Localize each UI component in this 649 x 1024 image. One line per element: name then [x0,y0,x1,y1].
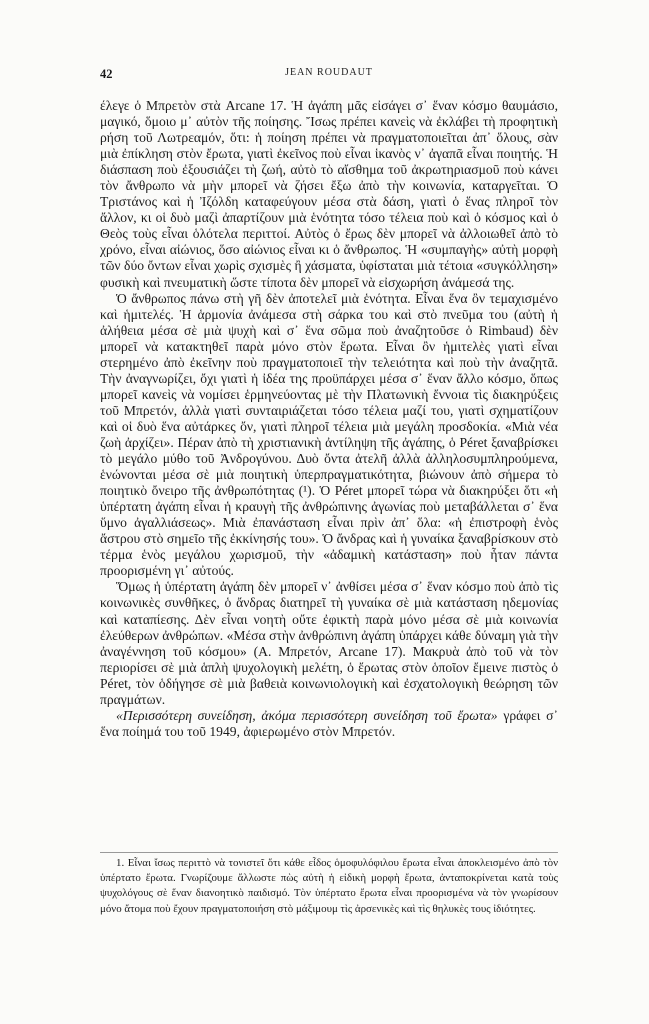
paragraph-4 [100,708,558,740]
running-head: JEAN ROUDAUT [285,67,373,78]
footnote-rule [100,852,558,853]
paragraph-1: έλεγε ὁ Μπρετὸν στὰ Arcane 17. Ἡ ἀγάπη μᾶς εἰσάγει σ᾽ ἕναν κόσμο θαυμάσιο, μαγικό, ὅμοιο μ᾽ αὐτὸν τῆς ποίησης. Ἴσως πρέπει κανεὶς νὰ ἐκλάβει τὴ προφητικὴ ρήση τοῦ Λωτρεαμόν, ὅτι: ἡ ποίηση πρέπει νὰ πραγματοποιεῖται ἀπ᾽ ὅλους, σὰν μιὰ ἐπίκληση στὸν ἔρωτα, γιατὶ ἐκεῖνος ποὺ εἶναι ἱκανὸς ν᾽ ἀγαπᾶ εἶναι ποιητής. Ἡ διάσπαση ποὺ ἐξουσιάζει τὴ ζωή, αὐτὸ τὸ αἴσθημα τοῦ ἀκρωτηριασμοῦ ποὺ κάνει τὸν ἄνθρωπο νὰ μὴν μπορεῖ νὰ ζήσει ἔξω ἀπὸ τὴν κοινωνία, καταργεῖται. Ὁ Τριστάνος καὶ ἡ Ἰζόλδη καταφεύγουν μέσα στὰ δάση, γιατὶ ὁ ἕνας πληροῖ τὸν ἄλλον, κι οἱ δυὸ μαζὶ ἀπαρτίζουν μιὰ ἑνότητα τόσο τέλεια ποὺ καὶ ὁ κόσμος καὶ ὁ Θεὸς τοὺς εἶναι ὁλότελα περιττοί. Αὐτὸς ὁ ἔρως δὲν μπορεῖ νὰ ἀλλοιωθεῖ ἀπὸ τὸ χρόνο, εἶναι αἰώνιος, ὅσο αἰώνιος εἶναι κι ὁ ἄνθρωπος. Ἡ «συμπαγὴς» αὐτὴ μορφὴ τῶν δύο ὄντων εἶναι χωρὶς σχισμὲς ἢ χάσματα, ὑφίσταται μιὰ τέτοια «συγκόλληση» φυσικὴ καὶ πνευματικὴ ὥστε τίποτα δὲν μπορεῖ νὰ εἰσχωρήση ἀνάμεσά της. [100,98,558,290]
paragraph-2: Ὁ ἄνθρωπος πάνω στὴ γῆ δὲν ἀποτελεῖ μιὰ ἑνότητα. Εἶναι ἕνα ὂν τεμαχισμένο καὶ ἡμιτελές. Ἡ ἁρμονία ἀνάμεσα στὴ σάρκα του καὶ στὸ πνεῦμα του (αὐτὴ ἡ ἀλήθεια μέσα σὲ μιὰ ψυχὴ καὶ σ᾽ ἕνα σῶμα ποὺ ἀναζητοῦσε ὁ Rimbaud) δὲν μπορεῖ νὰ κατακτηθεῖ παρὰ μόνο στὸν ἔρωτα. Εἶναι ὂν ἡμιτελὲς γιατὶ εἶναι στερημένο ἀπὸ ἐκεῖνην ποὺ πραγματοποιεῖ τὴν τελειότητα καὶ ποὺ τὴν ἀναζητᾶ. Τὴν ἀναγνωρίζει, ὄχι γιατὶ ἡ ἰδέα της προϋπάρχει μέσα σ᾽ ἕναν ἄλλο κόσμο, ὅπως μπορεῖ κανεὶς νὰ νομίσει ἑρμηνεύοντας μὲ τὴν Πλατωνικὴ ἔννοια τὶς διακηρύξεις τοῦ Μπρετόν, ἀλλὰ γιατὶ συνταιριάζεται τόσο τέλεια μαζί του, γιατὶ σχηματίζουν καὶ οἱ δυὸ ἕνα αὐτάρκες ὄν, γιατὶ πληροῖ τέλεια μιὰ μεγάλη προσδοκία. «Μιὰ νέα ζωὴ ἀρχίζει». Πέραν ἀπὸ τὴ χριστιανικὴ ἀντίληψη τῆς ἀγάπης, ὁ Péret ξαναβρίσκει τὸ μεγάλο μύθο τοῦ Ἀνδρογύνου. Δυὸ ὄντα ἀτελῆ ἀλλὰ ἀλληλοσυμπληρούμενα, ἑνώνονται μέσα σὲ μιὰ ποιητικὴ ὑπερπραγματικότητα, βιώνουν ἀπὸ σήμερα τὸ ποιητικὸ ὄνειρο τῆς ἀνθρωπότητας (¹). Ὁ Péret μπορεῖ τώρα νὰ διακηρύξει ὅτι «ἡ ὑπέρτατη ἀγάπη εἶναι ἡ κραυγὴ τῆς ἀνθρώπινης ἀγωνίας ποὺ μεταβάλλεται σ᾽ ἕνα ὕμνο ἀγαλλιάσεως». Μιὰ ἐπανάσταση εἶναι πρὶν ἀπ᾽ ὅλα: «ἡ ἐπιστροφὴ ἑνὸς ἄστρου στὸ σημεῖο τῆς ἐκκίνησής του». Ὁ ἄνδρας καὶ ἡ γυναίκα ξαναβρίσκουν στὸ τέρμα ἑνὸς μεγάλου χωρισμοῦ, τὴν «ἀδαμικὴ κατάσταση» ποὺ ἦταν πάντα προορισμένη γι᾽ αὐτούς. [100,290,558,579]
closing-rest: γράφει σ᾽ ἕνα ποίημά του τοῦ 1949, ἀφιερωμένο στὸν Μπρετόν. [100,707,558,739]
page-number: 42 [100,67,113,81]
body-text [100,98,558,740]
page-header [100,67,558,87]
closing-quote: «Περισσότερη συνείδηση, ἀκόμα περισσότερη συνείδηση τοῦ ἔρωτα» [116,707,498,723]
footnote: 1. Εἶναι ἴσως περιττὸ νὰ τονιστεῖ ὅτι κάθε εἶδος ὁμοφυλόφιλου ἔρωτα εἶναι ἀποκλεισμένο ἀπὸ τὸν ὑπέρτατο ἔρωτα. Γνωρίζουμε ἄλλωστε πὼς αὐτὴ ἡ εἰδικὴ μορφὴ ἔρωτα, ἀνταποκρίνεται κατὰ τοὺς ψυχολόγους σὲ ἕναν διανοητικὸ παιδισμό. Τὸν ὑπέρτατο ἔρωτα εἶναι προορισμένα νὰ τὸν γνωρίσουν μόνο ἄτομα ποὺ ἔχουν πραγματοποιήση στὸ μάξιμουμ τὶς ἀρσενικὲς καὶ τὶς θηλυκὲς τους ἰδιότητες. [100,857,558,915]
paragraph-3: Ὅμως ἡ ὑπέρτατη ἀγάπη δὲν μπορεῖ ν᾽ ἀνθίσει μέσα σ᾽ ἕναν κόσμο ποὺ ἀπὸ τὶς κοινωνικὲς συνθῆκες, ὁ ἄνδρας διατηρεῖ τὴ γυναίκα σὲ μιὰ κατάσταση ηδεμονίας καὶ καταπίεσης. Δὲν εἶναι νοητὴ οὔτε ἐφικτὴ παρὰ μόνο μέσα σὲ μιὰ κοινωνία ἐλεύθερων ἀνθρώπων. «Μέσα στὴν ἀνθρώπινη ἀγάπη ὑπάρχει κάθε δύναμη γιὰ τὴν ἀναγέννηση τοῦ κόσμου» (A. Μπρετόν, Arcane 17). Μακρυὰ ἀπὸ τοῦ νὰ τὸν περιορίσει σὲ μιὰ ἁπλὴ ψυχολογικὴ μελέτη, ὁ ἔρωτας στὸν ὁποῖον ἔμεινε πιστὸς ὁ Péret, τὸν ὁδήγησε σὲ μιὰ βαθειὰ κοινωνιολογικὴ καὶ ἐσχατολογικὴ θεώρηση τῶν πραγμάτων. [100,579,558,707]
